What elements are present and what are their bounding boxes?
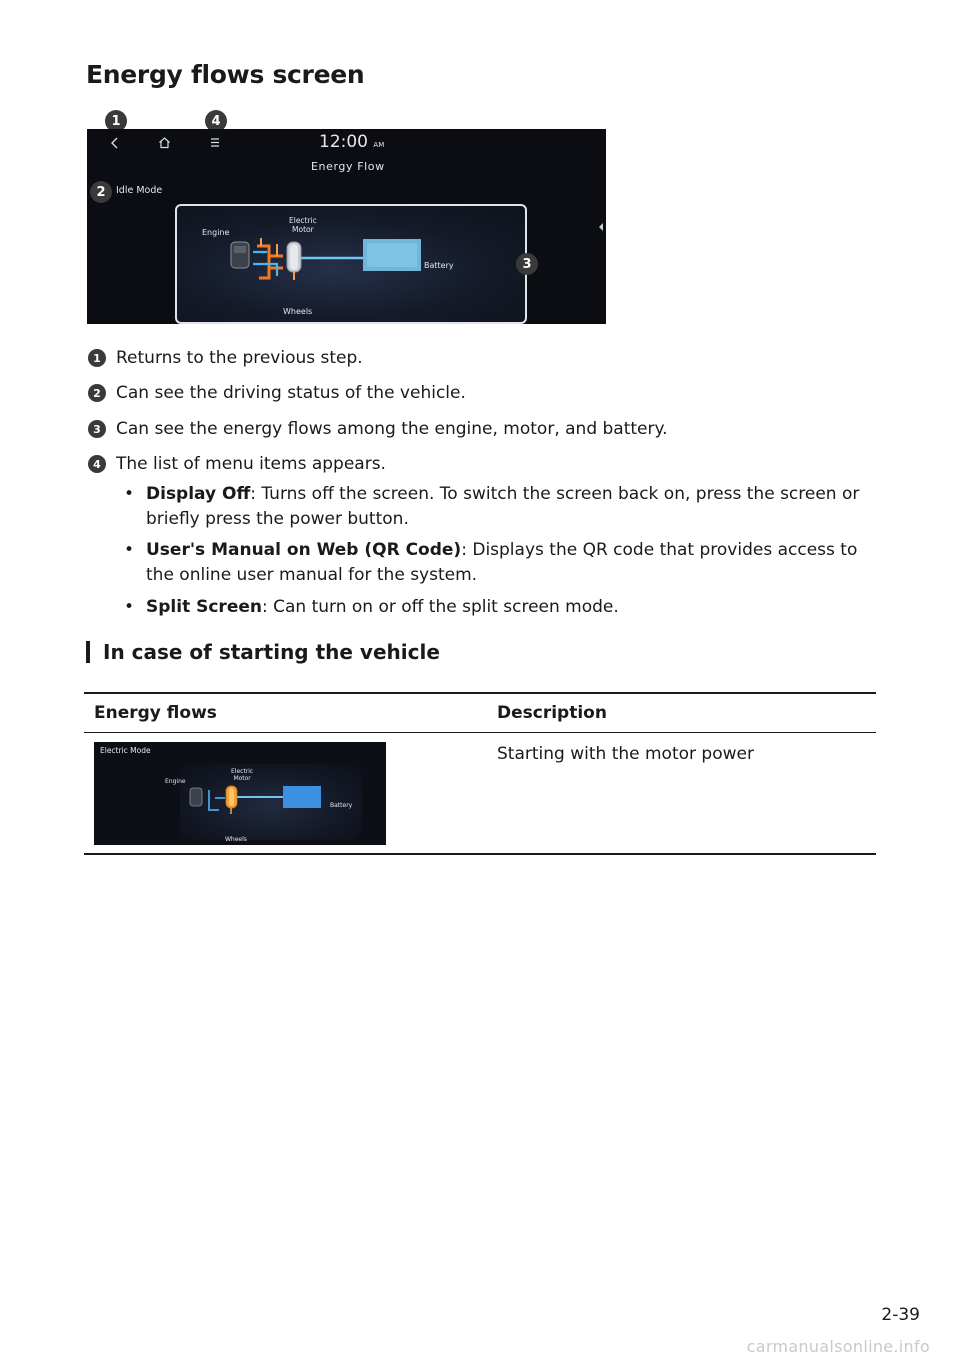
section-title: In case of starting the vehicle: [103, 640, 440, 664]
flow-diagram: [217, 224, 427, 304]
bullet-term: User's Manual on Web (QR Code): [146, 540, 462, 560]
bullet-dot: •: [124, 484, 135, 504]
callout-1: 1: [105, 110, 127, 132]
table-header-energy-flows: Energy flows: [94, 703, 217, 723]
description-2: [88, 383, 466, 403]
row-mode-label: Electric Mode: [100, 746, 151, 755]
description-text: Returns to the previous step.: [116, 348, 363, 368]
description-text: Can see the driving status of the vehicle.: [116, 383, 466, 403]
callout-4: 4: [205, 110, 227, 132]
bullet-dot: •: [124, 597, 135, 617]
bullet-text: : Displays the QR code that provides access to the online user manual for the system.: [146, 540, 858, 585]
table-header-rule: [84, 732, 876, 733]
row-wheels-label: Wheels: [225, 836, 247, 843]
wheels-label: Wheels: [283, 307, 313, 316]
description-3: [88, 419, 668, 439]
description-text: The list of menu items appears.: [116, 454, 386, 474]
engine-icon: [231, 242, 249, 268]
screen-header: Energy Flow: [311, 160, 385, 173]
clock-time: 12:00: [319, 132, 368, 152]
row-battery-label: Battery: [330, 802, 353, 809]
side-collapse-icon[interactable]: [599, 223, 604, 231]
engine-label: Engine: [202, 228, 230, 237]
row-motor-label: Electric Motor: [231, 768, 254, 782]
section-bar: [86, 641, 90, 663]
description-4: [88, 454, 386, 474]
bullet-users-manual: [124, 538, 868, 588]
callout-2: 2: [90, 181, 112, 203]
watermark: carmanualsonline.info: [746, 1337, 930, 1356]
description-number: 3: [88, 420, 106, 438]
energy-flow-panel[interactable]: [175, 204, 527, 324]
description-number: 1: [88, 349, 106, 367]
bullet-split-screen: [124, 595, 868, 620]
table-top-rule: [84, 692, 876, 694]
battery-label: Battery: [424, 261, 454, 270]
description-1: [88, 348, 363, 368]
clock: [319, 132, 384, 152]
description-text: Can see the energy flows among the engine, motor, and battery.: [116, 419, 668, 439]
mode-label: Idle Mode: [116, 185, 163, 196]
bullet-dot: •: [124, 540, 135, 560]
clock-suffix: AM: [373, 141, 385, 149]
table-row-image: [94, 742, 386, 845]
bullet-term: Display Off: [146, 484, 251, 504]
page-number: 2-39: [881, 1305, 920, 1325]
row-flow-diagram: [189, 780, 329, 830]
back-icon[interactable]: [109, 137, 121, 149]
table-bottom-rule: [84, 853, 876, 855]
bullet-display-off: [124, 482, 868, 532]
home-icon[interactable]: [158, 136, 171, 149]
description-number: 2: [88, 384, 106, 402]
section-heading: [86, 640, 440, 664]
bullet-text: : Can turn on or off the split screen mode.: [261, 597, 619, 617]
motor-label: Electric Motor: [289, 216, 317, 234]
description-number: 4: [88, 455, 106, 473]
bullet-term: Split Screen: [146, 597, 262, 617]
table-header-description: Description: [497, 703, 607, 723]
row-engine-label: Engine: [165, 778, 186, 785]
bullet-text: : Turns off the screen. To switch the screen back on, press the screen or briefly press the power button.: [146, 484, 860, 529]
callout-3: 3: [516, 253, 538, 275]
page-title: Energy flows screen: [86, 60, 365, 89]
energy-flow-screenshot: [87, 129, 606, 324]
table-row-description: Starting with the motor power: [497, 744, 754, 764]
menu-icon[interactable]: [209, 137, 221, 148]
